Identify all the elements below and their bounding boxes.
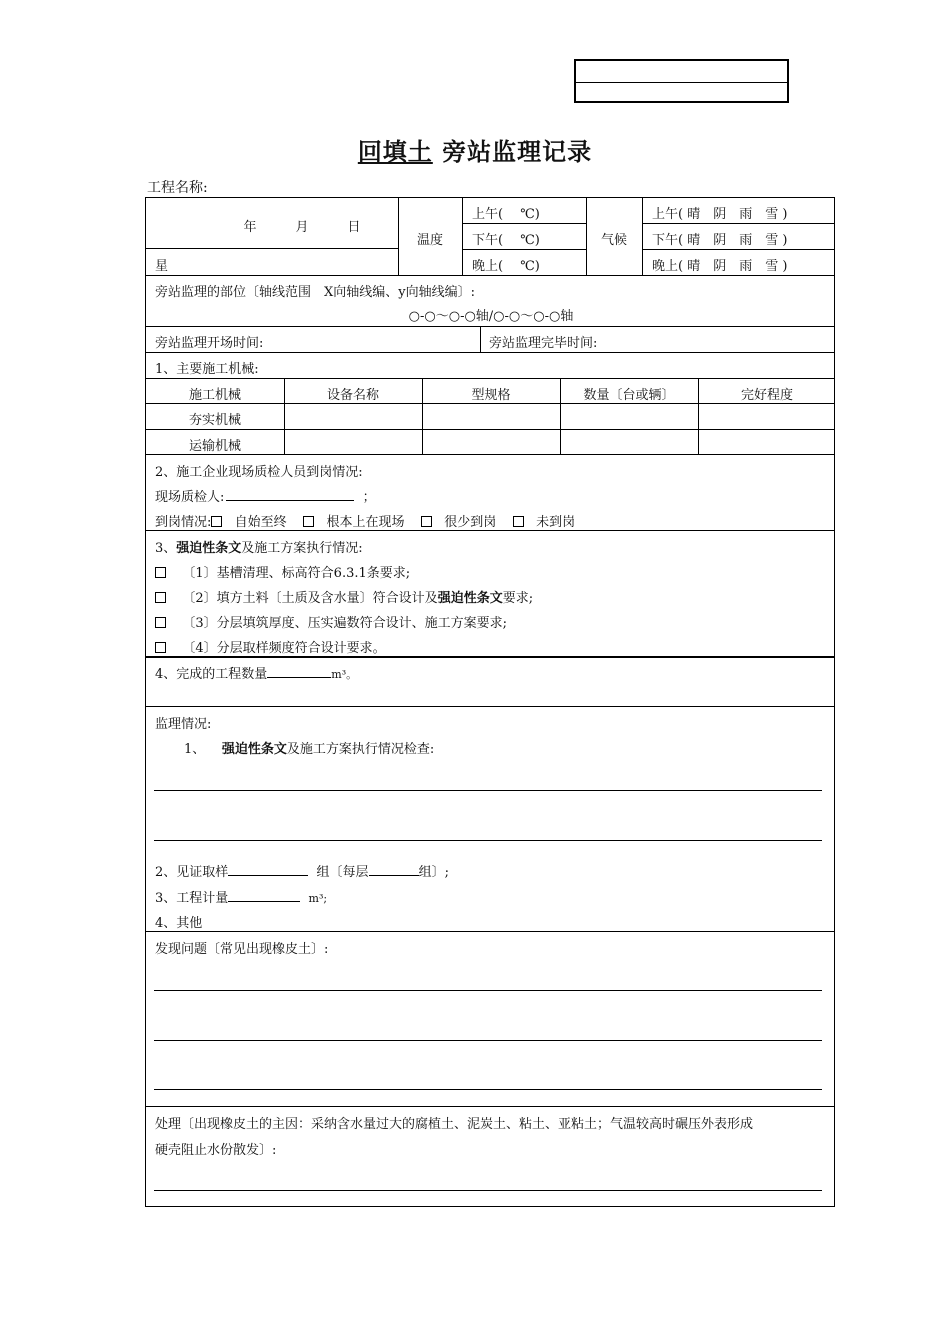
machinery-heading: 1、主要施工机械: bbox=[155, 362, 259, 377]
write-line[interactable] bbox=[154, 790, 822, 791]
standard-item-2: 〔2〕填方土料〔土质及含水量〕符合设计及强迫性条文要求; bbox=[155, 587, 533, 606]
supervision-item-4: 4、其他 bbox=[155, 916, 203, 931]
supervision-item-2: 2、见证取样 组〔每层 组〕; bbox=[155, 861, 449, 880]
standard-item-4: 〔4〕分层取样频度符合设计要求。 bbox=[155, 637, 386, 656]
write-line[interactable] bbox=[154, 990, 822, 991]
standard-item-1: 〔1〕基槽清理、标高符合6.3.1条要求; bbox=[155, 562, 410, 581]
temperature-label: 温度 bbox=[416, 233, 443, 248]
checkbox-icon[interactable] bbox=[211, 516, 222, 527]
measurement-input[interactable] bbox=[228, 887, 300, 902]
problems-heading: 发现问题〔常见出现橡皮土〕: bbox=[155, 942, 329, 957]
checkbox-icon[interactable] bbox=[513, 516, 524, 527]
write-line[interactable] bbox=[154, 1040, 822, 1041]
start-time-label: 旁站监理开场时间: bbox=[155, 336, 264, 351]
project-name-label: 工程名称: bbox=[147, 180, 208, 196]
weather-label: 气候 bbox=[600, 233, 627, 248]
temp-morning: 上午( ℃) bbox=[472, 207, 540, 222]
checkbox-icon[interactable] bbox=[155, 642, 166, 653]
col-condition: 完好程度 bbox=[740, 388, 793, 403]
date-field: 年 月 日 bbox=[243, 220, 361, 235]
inspector-input[interactable] bbox=[226, 486, 354, 501]
weekday-field: 星 bbox=[155, 259, 169, 274]
row-transport-machinery: 运输机械 bbox=[188, 439, 241, 454]
checkbox-icon[interactable] bbox=[155, 617, 166, 628]
quantity-line: 4、完成的工程数量 m³。 bbox=[155, 663, 357, 682]
supervision-heading: 监理情况: bbox=[155, 717, 212, 732]
quantity-input[interactable] bbox=[267, 663, 331, 678]
attendance-line: 到岗情况: 自始至终 根本上在现场 很少到岗 未到岗 bbox=[155, 515, 576, 530]
supervision-item-3: 3、工程计量 m³; bbox=[155, 887, 327, 906]
write-line[interactable] bbox=[154, 1190, 822, 1191]
inspector-line: 现场质检人: ； bbox=[155, 486, 376, 505]
sample-count-input[interactable] bbox=[228, 861, 308, 876]
record-form bbox=[145, 197, 835, 1207]
record-number-box bbox=[574, 59, 789, 103]
checkbox-icon[interactable] bbox=[155, 567, 166, 578]
axis-range: ○-○～○-○轴/○-○～○-○轴 bbox=[408, 309, 574, 324]
col-model: 型规格 bbox=[471, 388, 511, 403]
checkbox-icon[interactable] bbox=[303, 516, 314, 527]
weather-evening: 晚上( 晴 阴 雨 雪 ) bbox=[652, 259, 788, 274]
per-layer-count-input[interactable] bbox=[369, 861, 419, 876]
weather-afternoon: 下午( 晴 阴 雨 雪 ) bbox=[652, 233, 788, 248]
page-title: 回填土 旁站监理记录 bbox=[357, 138, 593, 166]
handling-line-2: 硬壳阻止水份散发〕: bbox=[155, 1143, 277, 1158]
standard-item-3: 〔3〕分层填筑厚度、压实遍数符合设计、施工方案要求; bbox=[155, 612, 507, 631]
col-machinery: 施工机械 bbox=[188, 388, 241, 403]
weather-morning: 上午( 晴 阴 雨 雪 ) bbox=[652, 207, 788, 222]
standards-heading: 3、强迫性条文及施工方案执行情况: bbox=[155, 541, 363, 556]
supervision-item-1: 1、 强迫性条文及施工方案执行情况检查: bbox=[184, 742, 435, 757]
row-compaction-machinery: 夯实机械 bbox=[188, 413, 241, 428]
col-equipment-name: 设备名称 bbox=[326, 388, 379, 403]
temp-afternoon: 下午( ℃) bbox=[472, 233, 540, 248]
col-quantity: 数量〔台或辆〕 bbox=[583, 388, 675, 403]
write-line[interactable] bbox=[154, 1089, 822, 1090]
temp-evening: 晚上( ℃) bbox=[472, 259, 540, 274]
checkbox-icon[interactable] bbox=[421, 516, 432, 527]
checkbox-icon[interactable] bbox=[155, 592, 166, 603]
end-time-label: 旁站监理完毕时间: bbox=[489, 336, 598, 351]
staff-heading: 2、施工企业现场质检人员到岗情况: bbox=[155, 465, 363, 480]
location-label: 旁站监理的部位〔轴线范围 X向轴线编、y向轴线编〕: bbox=[155, 285, 475, 300]
write-line[interactable] bbox=[154, 840, 822, 841]
handling-line-1: 处理〔出现橡皮土的主因：采纳含水量过大的腐植土、泥炭土、粘土、亚粘土；气温较高时碾压外表形成 bbox=[155, 1117, 754, 1132]
